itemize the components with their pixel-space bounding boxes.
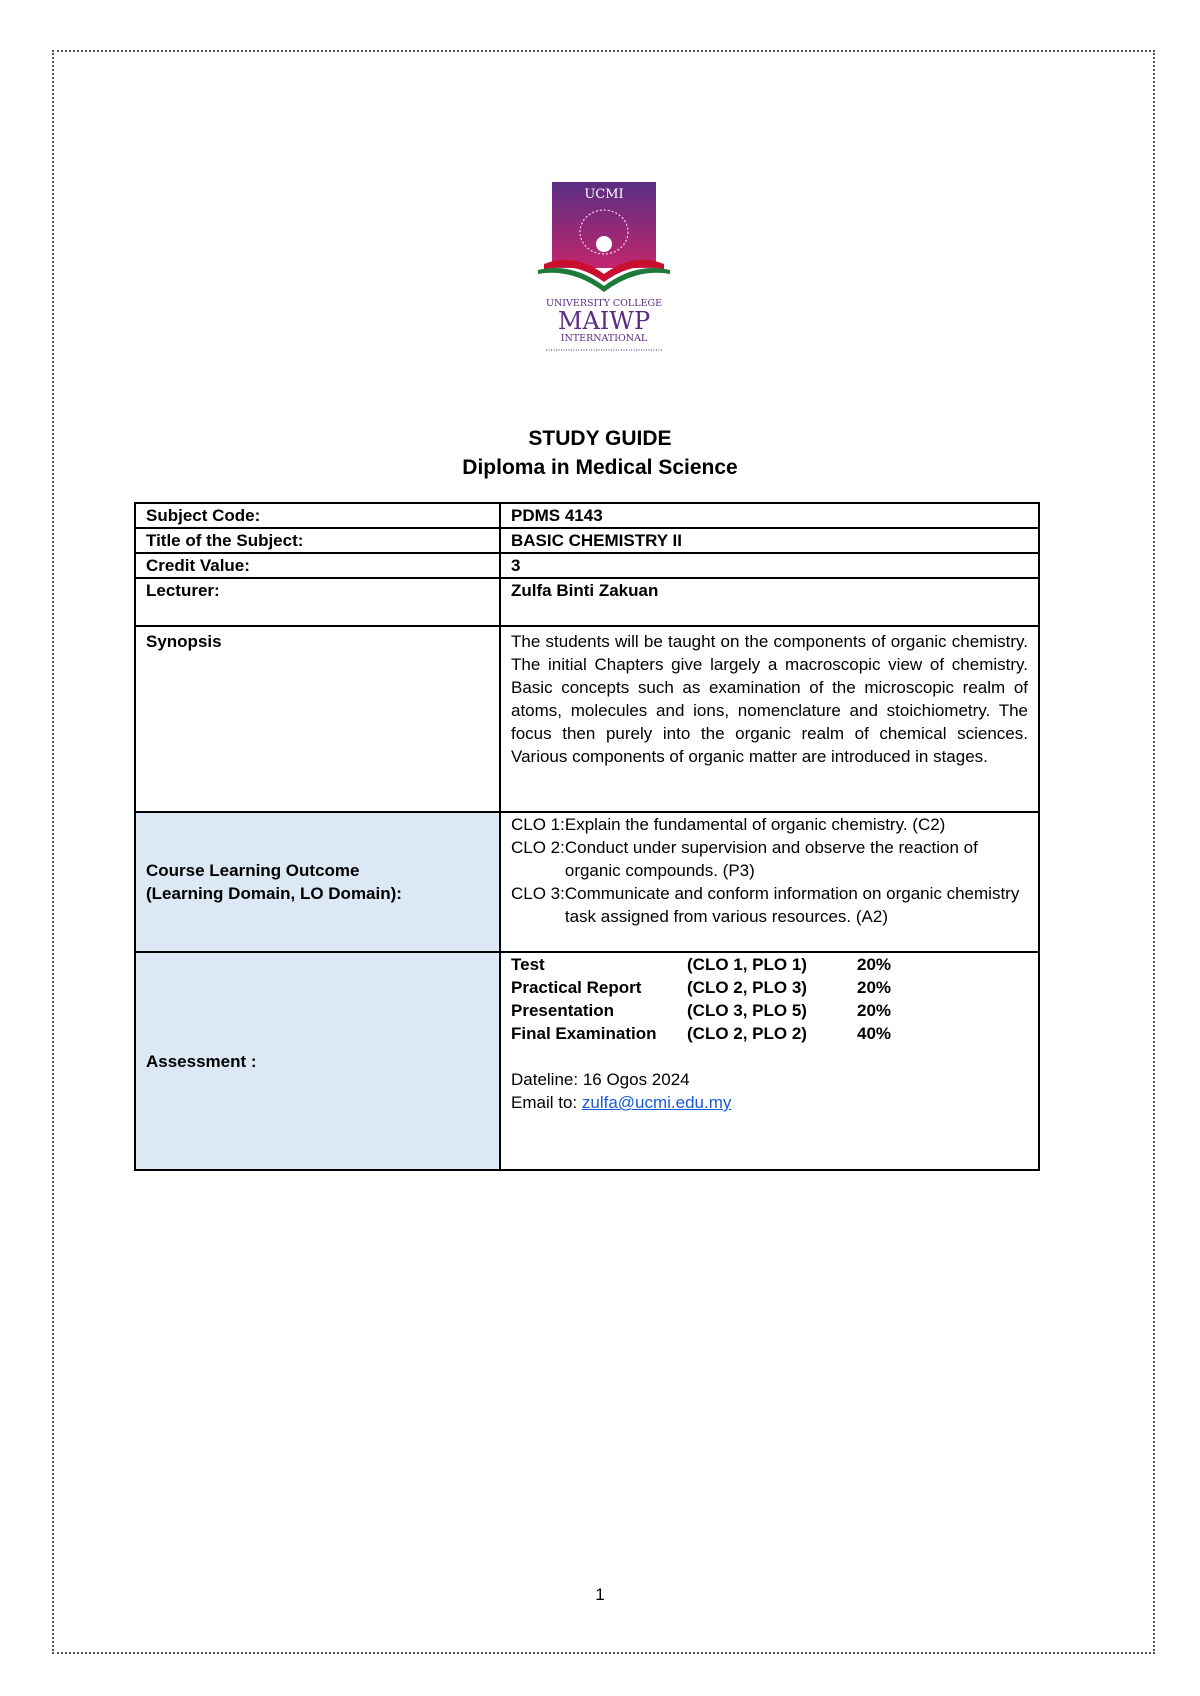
clo-item (511, 882, 1030, 928)
page-number: 1 (595, 1585, 605, 1604)
assessment-weight: 20% (857, 955, 892, 974)
email-label: Email to: (511, 1093, 582, 1112)
study-guide-table (134, 502, 1040, 1171)
subject-title-label: Title of the Subject: (135, 528, 500, 553)
clo-key: CLO 1: (511, 815, 565, 834)
clo-key: CLO 2: (511, 838, 565, 857)
subject-code-value: PDMS 4143 (500, 503, 1039, 528)
dateline: Dateline: 16 Ogos 2024 (511, 1070, 690, 1089)
clo-text: Conduct under supervision and observe the reaction of organic compounds. (P3) (564, 838, 978, 880)
email-link[interactable]: zulfa@ucmi.edu.my (581, 1093, 732, 1112)
document-subtitle: Diploma in Medical Science (462, 456, 738, 479)
clo-label-domain: (Learning Domain, LO Domain): (146, 884, 402, 903)
assessment-item (511, 953, 1028, 976)
clo-key: CLO 3: (511, 884, 565, 903)
clo-label-cell (135, 812, 500, 952)
subject-title-value: BASIC CHEMISTRY II (500, 528, 1039, 553)
assessment-clo: (CLO 2, PLO 3) (687, 978, 807, 997)
lecturer-label: Lecturer: (135, 578, 500, 626)
logo-line3: INTERNATIONAL (560, 333, 648, 344)
synopsis-text: The students will be taught on the components of organic chemistry. The initial Chapters give largely a macroscopic view of chemistry. Basic concepts such as examination of the microscopic realm of atoms, molecules and ions, nomenclature and stoichiometry. The focus then purely into the organic realm of chemical sciences. Various components of organic matter are introduced in stages. (500, 626, 1039, 812)
assessment-clo: (CLO 2, PLO 2) (687, 1024, 807, 1043)
table-row (135, 626, 1039, 812)
clo-text: Communicate and conform information on organic chemistry task assigned from various resources. (A2) (564, 884, 1020, 926)
credit-value: 3 (500, 553, 1039, 578)
assessment-name: Presentation (511, 1001, 614, 1020)
lecturer-value: Zulfa Binti Zakuan (500, 578, 1039, 626)
clo-label: Course Learning Outcome (146, 861, 360, 880)
assessment-weight: 40% (857, 1024, 892, 1043)
logo-line1: UNIVERSITY COLLEGE (545, 298, 663, 309)
document-title-block (0, 424, 1200, 482)
table-row (135, 952, 1039, 1170)
assessment-weight: 20% (857, 1001, 892, 1020)
clo-text: Explain the fundamental of organic chemistry. (C2) (564, 815, 946, 834)
assessment-item (511, 976, 1028, 999)
assessment-label: Assessment : (135, 952, 500, 1170)
assessment-item (511, 1022, 1028, 1045)
assessment-item (511, 999, 1028, 1022)
table-row (135, 528, 1039, 553)
email-line (511, 1091, 1028, 1114)
table-row (135, 578, 1039, 626)
assessment-name: Practical Report (511, 978, 642, 997)
ucmi-logo (536, 182, 672, 362)
subject-code-label: Subject Code: (135, 503, 500, 528)
document-title: STUDY GUIDE (528, 427, 672, 450)
assessment-weight: 20% (857, 978, 892, 997)
logo-line2: MAIWP (557, 307, 651, 335)
logo-top-text: UCMI (584, 187, 624, 202)
assessment-name: Final Examination (511, 1024, 657, 1043)
assessment-name: Test (511, 955, 545, 974)
clo-list (500, 812, 1039, 952)
table-row (135, 553, 1039, 578)
assessment-clo: (CLO 1, PLO 1) (687, 955, 807, 974)
table-row (135, 503, 1039, 528)
credit-value-label: Credit Value: (135, 553, 500, 578)
assessment-clo: (CLO 3, PLO 5) (687, 1001, 807, 1020)
synopsis-label: Synopsis (135, 626, 500, 812)
assessment-cell (500, 952, 1039, 1170)
table-row (135, 812, 1039, 952)
clo-item (511, 836, 1030, 882)
clo-item (511, 813, 1030, 836)
